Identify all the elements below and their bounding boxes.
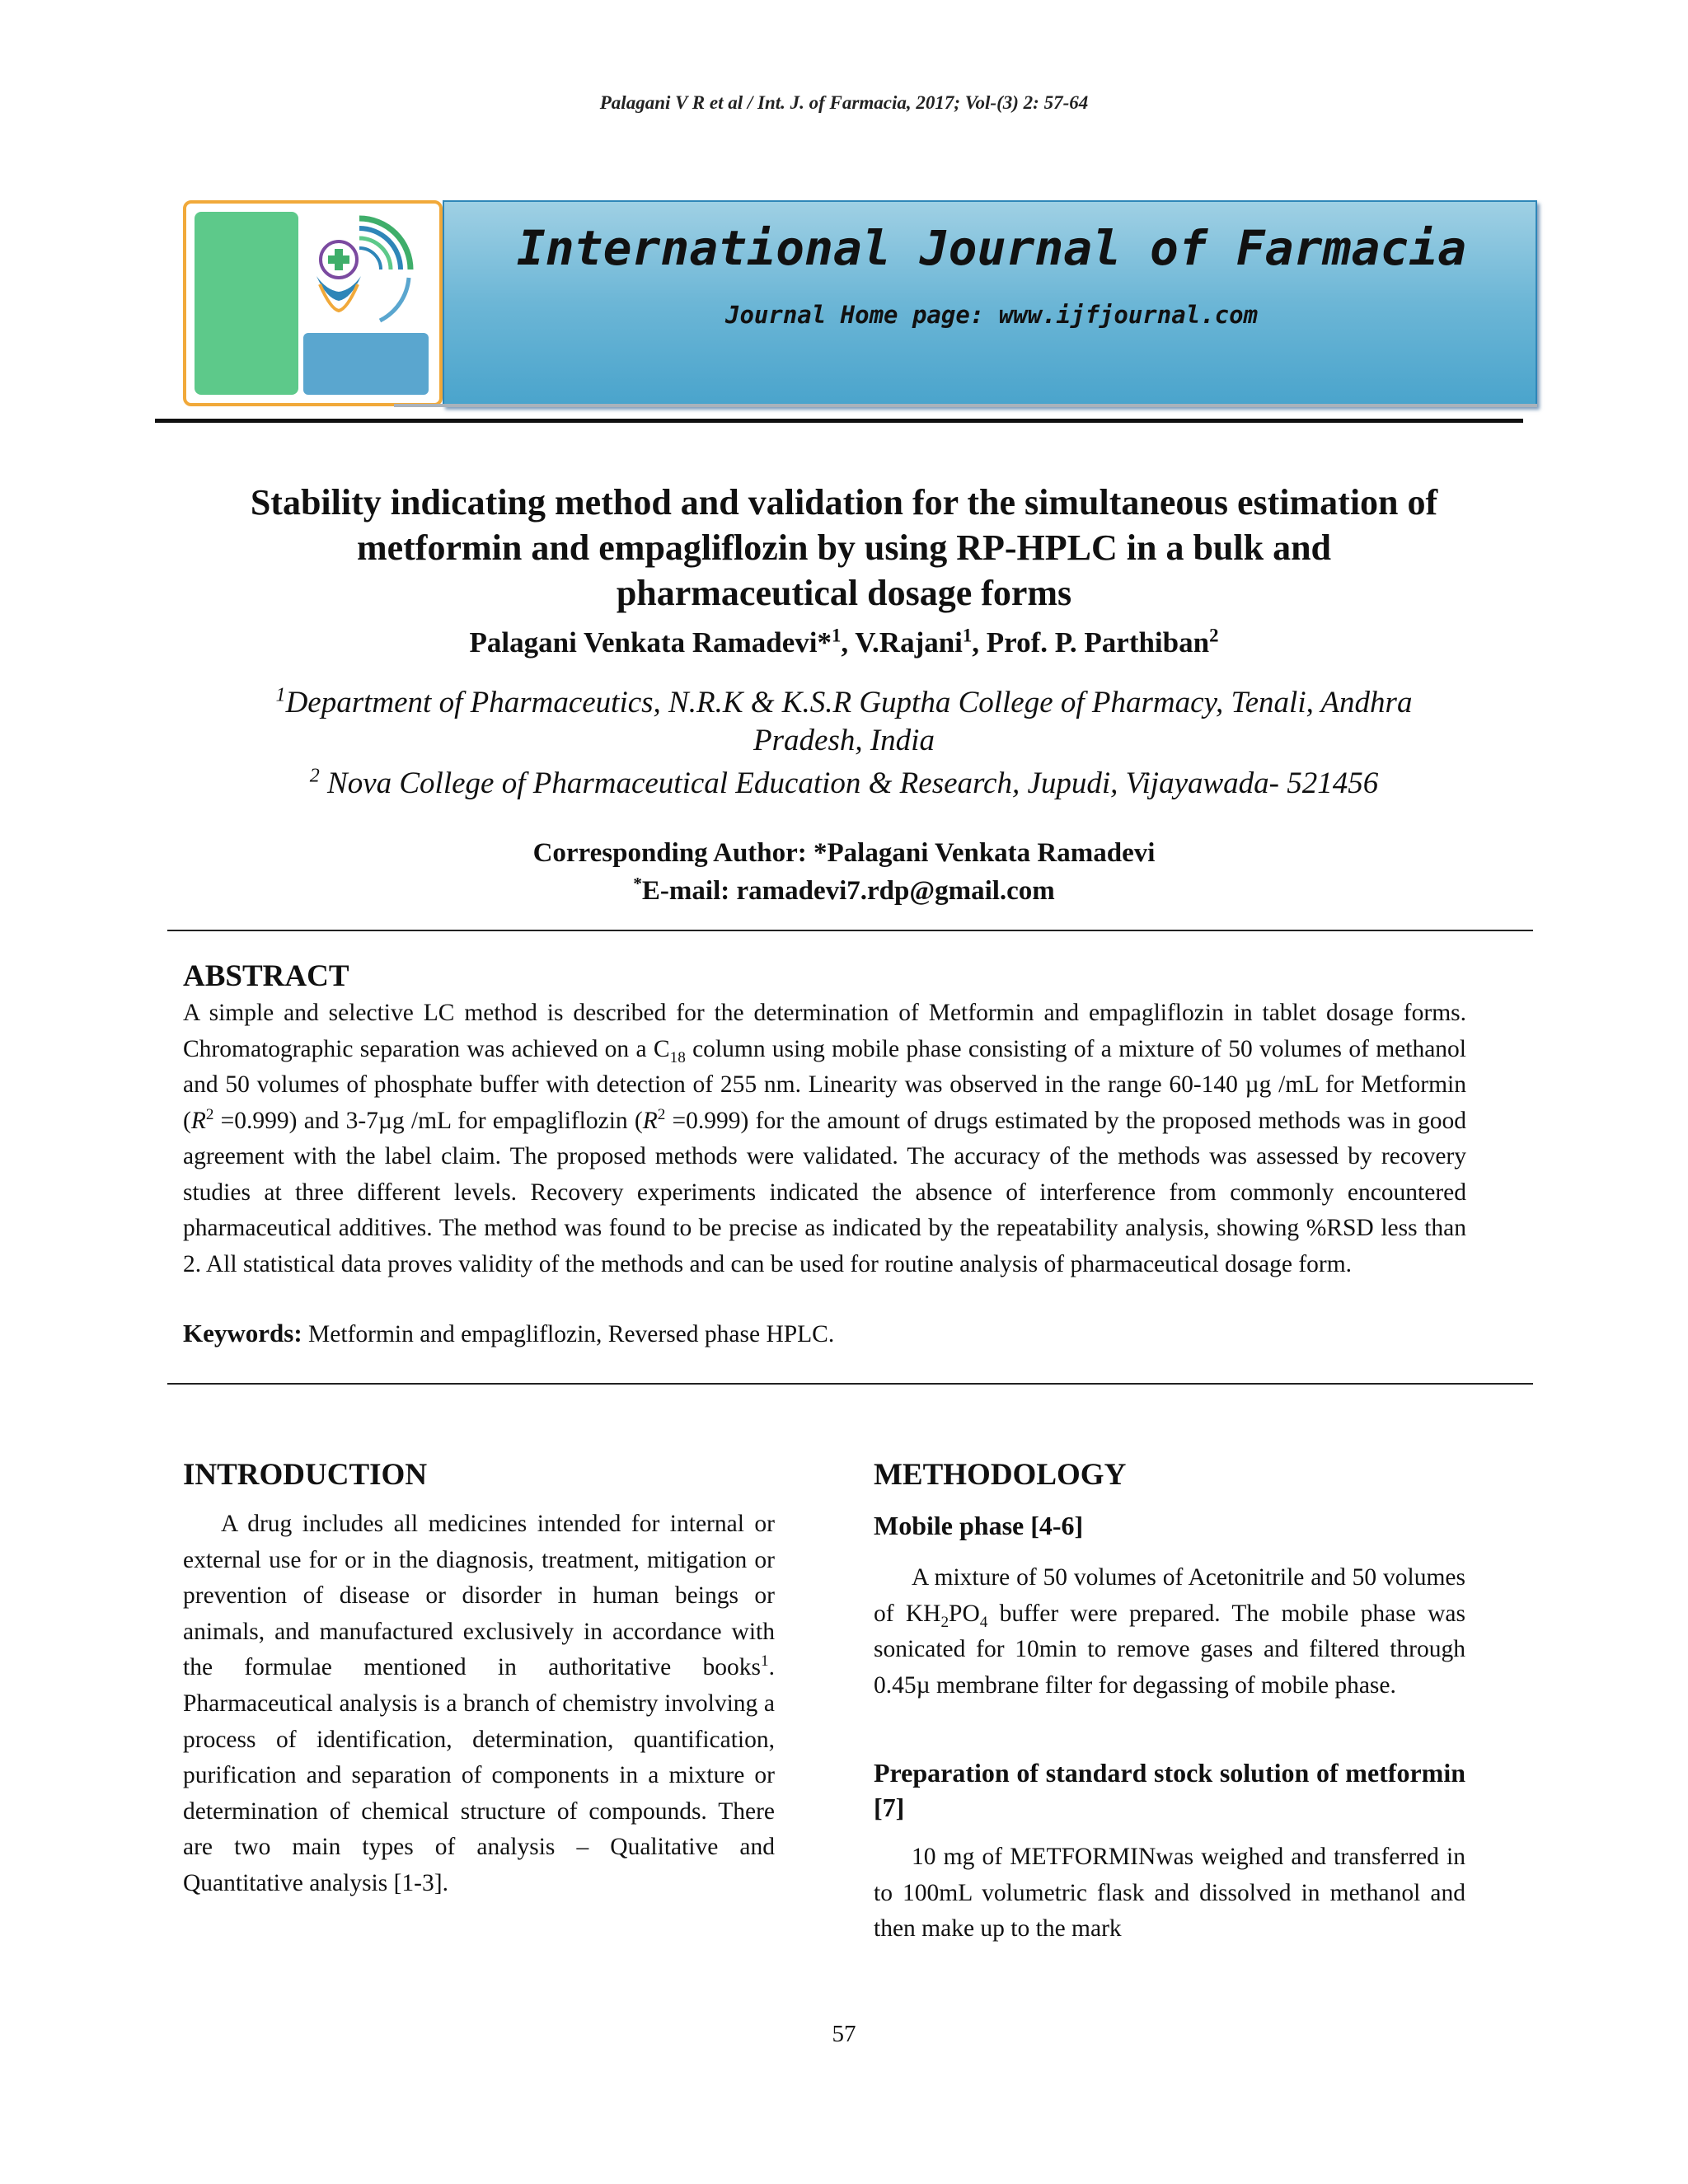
logo-emblem-icon [302,212,434,331]
author-2: , V.Rajani [841,626,963,658]
header-rule [155,419,1523,423]
keywords: Keywords: Metformin and empagliflozin, Reversed phase HPLC. [183,1319,835,1347]
author-email: *E-mail: ramadevi7.rdp@gmail.com [633,874,1055,906]
journal-home-page: Journal Home page: www.ijfjournal.com [724,301,1258,329]
journal-title: International Journal of Farmacia [516,220,1467,276]
title-line-2: metformin and empagliflozin by using RP-HPLC in a bulk and [356,527,1332,568]
page-number: 57 [832,2021,856,2047]
corresponding-author: Corresponding Author: *Palagani Venkata Ramadevi [532,838,1156,868]
journal-logo [183,200,443,406]
mobile-phase-text: A mixture of 50 volumes of Acetonitrile and 50 volumes of $KH_2PO_4$ buffer were prepared. The mobile phase was sonicated for 10min to remove gases and filtered through 0.45µ membrane filter for degassing of mobile phase. [874,1564,1465,1699]
title-line-1: Stability indicating method and validation for the simultaneous estimation of [250,482,1438,523]
rule-above-abstract [167,930,1533,931]
author-3: , Prof. P. Parthiban [972,626,1210,658]
running-head: Palagani V R et al / Int. J. of Farmacia, 2017; Vol-(3) 2: 57-64 [599,92,1089,113]
mobile-phase-heading: Mobile phase [4-6] [874,1511,1084,1540]
article-title [124,480,1564,616]
author-list [124,626,1564,659]
logo-green-block [195,212,298,395]
introduction-text: A drug includes all medicines intended for internal or external use for or in the diagnosis, treatment, mitigation or prevention of disease or disorder in human beings or animals, and manufactured exclusively in accordance with the formulae mentioned in authoritative books$^1$. Pharmaceutical analysis is a branch of chemistry involving a process of identification, determination, quantification, purification and separation of components in a mixture or determination of chemical structure of compounds. There are two main types of analysis – Qualitative and Quantitative analysis [1-3]. [183,1511,775,1896]
journal-banner [443,200,1537,406]
logo-blue-block [303,333,429,395]
author-3-affiliation: 2 [1209,625,1219,646]
affiliation-1-number: 1 [275,684,286,706]
rule-below-abstract [167,1383,1533,1385]
author-1: Palagani Venkata Ramadevi* [469,626,832,658]
introduction-heading: INTRODUCTION [183,1458,428,1492]
title-line-3: pharmaceutical dosage forms [616,573,1072,613]
author-2-affiliation: 1 [962,625,973,646]
affiliation-2: $^2$ Nova College of Pharmaceutical Education & Research, Jupudi, Vijayawada- 521456 [309,765,1379,800]
methodology-heading: METHODOLOGY [874,1458,1127,1492]
banner-underline [394,404,1537,407]
abstract-heading: ABSTRACT [183,959,349,993]
affiliation-2-number: 2 [309,765,320,787]
stock-solution-text: 10 mg of METFORMINwas weighed and transferred in to 100mL volumetric flask and dissolved in methanol and then make up to the mark [874,1844,1465,1943]
affiliation-1: $^1$Department of Pharmaceutics, N.R.K & K.S.R Guptha College of Pharmacy, Tenali, Andhra Pradesh, India [275,684,1413,757]
keywords-label: Keywords: [183,1319,302,1347]
abstract-text: A simple and selective LC method is described for the determination of Metformin and empagliflozin in tablet dosage forms. Chromatographic separation was achieved on a $C_{18}$ column using mobile phase consisting of a mixture of 50 volumes of methanol and 50 volumes of phosphate buffer with detection of 255 nm. Linearity was observed in the range 60-140 µg /mL for Metformin $(R^2 =0.999)$ and 3-7µg /mL for empagliflozin $(R^2 =0.999)$ for the amount of drugs estimated by the proposed methods was in good agreement with the label claim. The proposed methods were validated. The accuracy of the methods was assessed by recovery studies at three different levels. Recovery experiments indicated the absence of interference from commonly encountered pharmaceutical additives. The method was found to be precise as indicated by the repeatability analysis, showing %RSD less than 2. All statistical data proves validity of the methods and can be used for routine analysis of pharmaceutical dosage form. [183,1000,1466,1277]
stock-solution-heading: Preparation of standard stock solution of metformin [7] [874,1758,1465,1822]
author-1-affiliation: 1 [832,625,842,646]
